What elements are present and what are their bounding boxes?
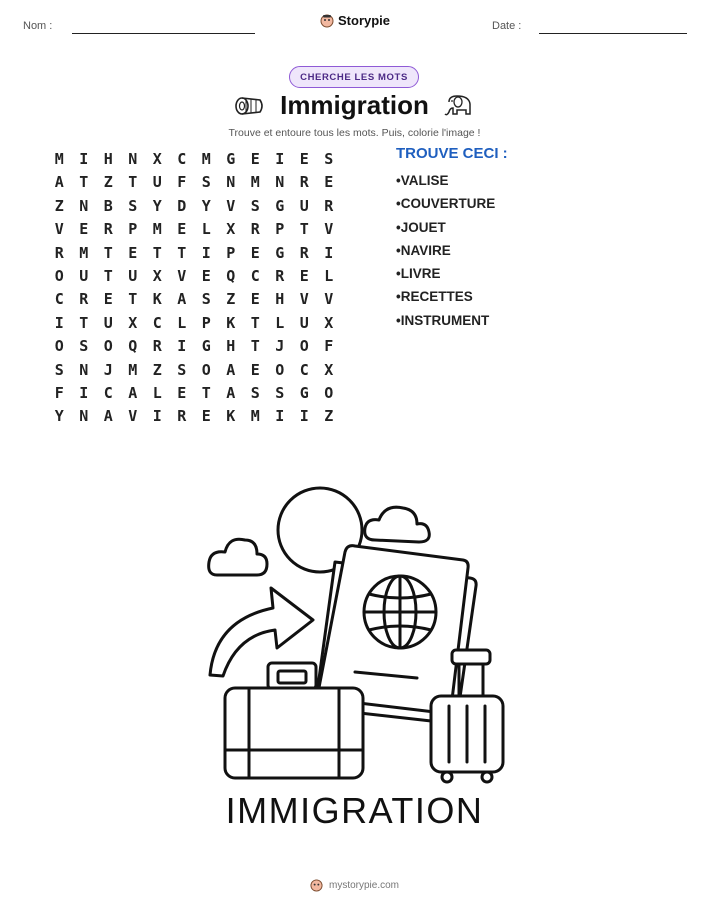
name-label: Nom : — [23, 20, 53, 32]
grid-letter: D — [177, 196, 187, 215]
grid-letter: H — [226, 337, 236, 356]
grid-letter: F — [324, 337, 334, 356]
grid-letter: S — [128, 196, 138, 215]
grid-letter: R — [103, 220, 113, 239]
grid-letter: O — [299, 337, 309, 356]
worksheet-type-badge: CHERCHE LES MOTS — [289, 66, 419, 88]
storypie-logo-icon — [320, 14, 334, 28]
grid-letter: R — [177, 407, 187, 426]
grid-letter: L — [275, 313, 285, 332]
grid-letter: T — [250, 337, 260, 356]
grid-letter: I — [79, 150, 89, 168]
grid-letter: U — [128, 266, 138, 285]
grid-letter: R — [54, 243, 64, 262]
grid-letter: U — [103, 313, 113, 332]
grid-letter: V — [324, 220, 334, 239]
word-list-item: • INSTRUMENT — [396, 312, 495, 335]
grid-letter: Y — [201, 196, 211, 215]
grid-letter: H — [103, 150, 113, 168]
footer — [0, 879, 709, 892]
grid-letter: G — [275, 196, 285, 215]
grid-letter: A — [226, 360, 236, 379]
grid-letter: Z — [152, 360, 162, 379]
grid-letter: I — [54, 313, 64, 332]
grid-letter: R — [79, 290, 89, 309]
grid-letter: E — [79, 220, 89, 239]
grid-letter: T — [128, 290, 138, 309]
grid-letter: R — [275, 266, 285, 285]
grid-letter: E — [250, 243, 260, 262]
grid-letter: E — [299, 266, 309, 285]
grid-letter: I — [324, 243, 334, 262]
grid-letter: E — [201, 407, 211, 426]
grid-letter: Y — [152, 196, 162, 215]
grid-letter: N — [79, 196, 89, 215]
grid-row — [47, 359, 341, 382]
grid-letter: N — [226, 173, 236, 192]
footer-url: mystorypie.com — [328, 880, 399, 891]
grid-letter: Q — [128, 337, 138, 356]
grid-letter: L — [152, 383, 162, 402]
grid-letter: T — [79, 173, 89, 192]
grid-letter: O — [275, 360, 285, 379]
grid-letter: J — [103, 360, 113, 379]
grid-letter: T — [299, 220, 309, 239]
grid-letter: S — [250, 383, 260, 402]
grid-row — [47, 171, 341, 194]
grid-letter: M — [128, 360, 138, 379]
grid-letter: S — [250, 196, 260, 215]
grid-letter: Y — [54, 407, 64, 426]
grid-letter: X — [152, 266, 162, 285]
grid-row — [47, 242, 341, 265]
grid-letter: I — [299, 407, 309, 426]
grid-letter: O — [54, 337, 64, 356]
grid-letter: K — [226, 313, 236, 332]
word-list — [396, 172, 495, 335]
grid-letter: V — [128, 407, 138, 426]
instructions: Trouve et entoure tous les mots. Puis, colorie l'image ! — [228, 127, 481, 139]
grid-letter: Z — [103, 173, 113, 192]
grid-row — [47, 148, 341, 171]
grid-letter: K — [152, 290, 162, 309]
grid-letter: N — [128, 150, 138, 168]
grid-letter: N — [275, 173, 285, 192]
grid-letter: N — [79, 407, 89, 426]
grid-letter: F — [54, 383, 64, 402]
word-list-title: TROUVE CECI : — [396, 145, 508, 162]
grid-row — [47, 382, 341, 405]
grid-letter: L — [177, 313, 187, 332]
grid-letter: Z — [226, 290, 236, 309]
grid-letter: V — [177, 266, 187, 285]
grid-letter: I — [275, 407, 285, 426]
grid-letter: A — [177, 290, 187, 309]
grid-letter: E — [103, 290, 113, 309]
grid-letter: T — [103, 243, 113, 262]
grid-letter: A — [54, 173, 64, 192]
grid-letter: P — [201, 313, 211, 332]
grid-letter: Z — [54, 196, 64, 215]
grid-letter: T — [201, 383, 211, 402]
grid-letter: O — [54, 266, 64, 285]
grid-letter: M — [152, 220, 162, 239]
grid-letter: B — [103, 196, 113, 215]
word-search-grid — [47, 148, 341, 429]
grid-letter: T — [128, 173, 138, 192]
grid-letter: X — [152, 150, 162, 168]
grid-row — [47, 335, 341, 358]
brand — [320, 13, 390, 28]
grid-letter: C — [299, 360, 309, 379]
grid-letter: X — [226, 220, 236, 239]
grid-letter: J — [275, 337, 285, 356]
grid-letter: G — [226, 150, 236, 168]
word-list-item: • NAVIRE — [396, 242, 495, 265]
grid-letter: Z — [324, 407, 334, 426]
grid-letter: O — [103, 337, 113, 356]
name-line — [72, 33, 255, 34]
grid-letter: R — [324, 196, 334, 215]
word-list-item: • JOUET — [396, 219, 495, 242]
grid-letter: G — [201, 337, 211, 356]
grid-letter: O — [324, 383, 334, 402]
grid-letter: C — [177, 150, 187, 168]
grid-letter: T — [152, 243, 162, 262]
grid-letter: R — [299, 243, 309, 262]
grid-letter: C — [54, 290, 64, 309]
grid-letter: Q — [226, 266, 236, 285]
title-row — [0, 90, 709, 121]
word-list-item: • RECETTES — [396, 288, 495, 311]
illustration-caption: IMMIGRATION — [225, 790, 484, 831]
grid-letter: R — [152, 337, 162, 356]
grid-letter: U — [79, 266, 89, 285]
grid-letter: V — [54, 220, 64, 239]
grid-letter: M — [250, 407, 260, 426]
grid-row — [47, 312, 341, 335]
grid-row — [47, 288, 341, 311]
grid-letter: U — [299, 313, 309, 332]
grid-letter: T — [177, 243, 187, 262]
grid-letter: C — [152, 313, 162, 332]
grid-letter: O — [201, 360, 211, 379]
grid-letter: S — [177, 360, 187, 379]
grid-row — [47, 265, 341, 288]
grid-letter: T — [250, 313, 260, 332]
grid-letter: E — [201, 266, 211, 285]
grid-letter: M — [79, 243, 89, 262]
grid-letter: P — [226, 243, 236, 262]
grid-letter: E — [324, 173, 334, 192]
grid-letter: E — [177, 383, 187, 402]
grid-letter: X — [324, 360, 334, 379]
grid-letter: N — [79, 360, 89, 379]
grid-letter: A — [226, 383, 236, 402]
brand-name: Storypie — [338, 13, 391, 28]
grid-letter: X — [324, 313, 334, 332]
page-title: Immigration — [280, 90, 429, 120]
grid-letter: I — [79, 383, 89, 402]
grid-letter: H — [275, 290, 285, 309]
grid-letter: E — [250, 290, 260, 309]
blanket-roll-icon — [234, 92, 266, 120]
grid-row — [47, 405, 341, 428]
grid-letter: G — [275, 243, 285, 262]
grid-letter: T — [79, 313, 89, 332]
grid-letter: L — [324, 266, 334, 285]
grid-letter: F — [177, 173, 187, 192]
grid-letter: U — [152, 173, 162, 192]
grid-letter: V — [299, 290, 309, 309]
grid-row — [47, 218, 341, 241]
grid-letter: I — [275, 150, 285, 168]
date-label: Date : — [492, 20, 522, 32]
grid-letter: R — [299, 173, 309, 192]
grid-letter: R — [250, 220, 260, 239]
elephant-icon — [443, 92, 475, 120]
grid-letter: S — [201, 290, 211, 309]
grid-letter: I — [201, 243, 211, 262]
grid-row — [47, 195, 341, 218]
grid-letter: E — [250, 360, 260, 379]
grid-letter: M — [201, 150, 211, 168]
grid-letter: P — [128, 220, 138, 239]
grid-letter: U — [299, 196, 309, 215]
grid-letter: E — [250, 150, 260, 168]
grid-letter: E — [128, 243, 138, 262]
word-list-item: • LIVRE — [396, 265, 495, 288]
date-line — [539, 33, 687, 34]
grid-letter: L — [201, 220, 211, 239]
word-list-item: • COUVERTURE — [396, 195, 495, 218]
grid-letter: T — [103, 266, 113, 285]
grid-letter: X — [128, 313, 138, 332]
grid-letter: A — [103, 407, 113, 426]
word-list-item: • VALISE — [396, 172, 495, 195]
grid-letter: I — [152, 407, 162, 426]
storypie-logo-icon — [310, 879, 323, 892]
grid-letter: E — [177, 220, 187, 239]
grid-letter: E — [299, 150, 309, 168]
grid-letter: V — [226, 196, 236, 215]
grid-letter: P — [275, 220, 285, 239]
grid-letter: K — [226, 407, 236, 426]
grid-letter: S — [275, 383, 285, 402]
grid-letter: S — [54, 360, 64, 379]
immigration-travel-illustration — [195, 480, 515, 790]
grid-letter: S — [201, 173, 211, 192]
grid-letter: S — [324, 150, 334, 168]
grid-letter: M — [54, 150, 64, 168]
grid-letter: C — [250, 266, 260, 285]
grid-letter: V — [324, 290, 334, 309]
grid-letter: M — [250, 173, 260, 192]
grid-letter: A — [128, 383, 138, 402]
grid-letter: S — [79, 337, 89, 356]
grid-letter: G — [299, 383, 309, 402]
grid-letter: I — [177, 337, 187, 356]
grid-letter: C — [103, 383, 113, 402]
